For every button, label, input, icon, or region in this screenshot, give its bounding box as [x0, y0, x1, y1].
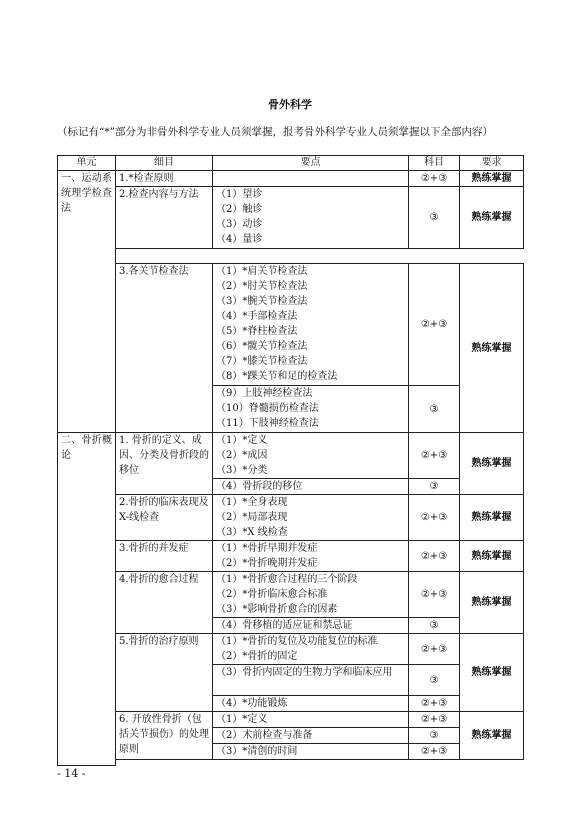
item-cell: 4.骨折的愈合过程: [116, 572, 213, 634]
point-text: （11）下肢神经检查法: [216, 418, 319, 429]
subject-cell: ②+③: [409, 696, 460, 712]
item-cell: 1.*检查原则: [116, 171, 213, 187]
point-text: （1）*肩关节检查法: [216, 266, 308, 277]
requirement-cell: 熟练掌握: [460, 712, 524, 760]
unit-cell: 二、骨折概论: [58, 433, 116, 766]
point-text: （3）*清创的时间: [216, 746, 298, 757]
point-text: （2）触诊: [216, 204, 263, 215]
table-row: [58, 264, 524, 386]
points-cell: [213, 728, 409, 744]
unit-cell: 一、运动系统理学检查法: [58, 171, 116, 433]
spacer-row: [116, 249, 524, 264]
subject-cell: ②+③: [409, 433, 460, 479]
subject-cell: ②+③: [409, 171, 460, 187]
point-text: （2）*局部表现: [216, 512, 288, 523]
table-row: [58, 634, 524, 665]
point-text: （10）脊髓损伤检查法: [216, 403, 319, 414]
point-text: （1）*定义: [216, 435, 268, 446]
point-text: （2）*骨折临床愈合标准: [216, 589, 328, 600]
page-number: - 14 -: [57, 767, 86, 780]
requirement-cell: 熟练掌握: [460, 541, 524, 572]
subject-cell: ②+③: [409, 744, 460, 760]
point-text: （2）*骨折晚期并发症: [216, 558, 318, 569]
subject-cell: ③: [409, 479, 460, 495]
table-row: [58, 187, 524, 249]
point-text: （5）*脊柱检查法: [216, 326, 298, 337]
table-row: [58, 712, 524, 728]
table-row: [58, 249, 524, 264]
item-cell: 1. 骨折的定义、成因、分类及骨折段的移位: [116, 433, 213, 495]
subject-cell: ②+③: [409, 264, 460, 386]
subject-cell: ②+③: [409, 572, 460, 618]
requirement-cell: 熟练掌握: [460, 495, 524, 541]
points-cell: [213, 171, 409, 187]
subject-cell: ③: [409, 618, 460, 634]
point-text: （2）*肘关节检查法: [216, 281, 308, 292]
point-text: （3）动诊: [216, 219, 263, 230]
table-row: [58, 495, 524, 541]
item-cell: 3.各关节检查法: [116, 264, 213, 433]
syllabus-table: [57, 155, 524, 766]
table-row: [58, 572, 524, 618]
points-cell: [213, 618, 409, 634]
point-text: （9）上肢神经检查法: [216, 388, 313, 399]
header-requirement: 要求: [460, 156, 524, 171]
point-text: （1）*骨折的复位及功能复位的标准: [216, 636, 378, 647]
point-text: （1）*骨折早期并发症: [216, 543, 318, 554]
point-text: （3）*影响骨折愈合的因素: [216, 604, 338, 615]
item-cell: 6. 开放性骨折（包括关节损伤）的处理原则: [116, 712, 213, 760]
points-cell: [213, 696, 409, 712]
point-text: （1）*全身表现: [216, 497, 288, 508]
points-cell: [213, 264, 409, 386]
requirement-cell: 熟练掌握: [460, 433, 524, 495]
item-cell: 5.骨折的治疗原则: [116, 634, 213, 712]
points-cell: [213, 433, 409, 479]
point-text: （3）骨折内固定的生物力学和临床应用: [216, 667, 393, 678]
point-text: （6）*髋关节检查法: [216, 341, 308, 352]
table-row: [58, 433, 524, 479]
point-text: （3）*X 线检查: [216, 527, 288, 538]
points-cell: [213, 187, 409, 249]
page-title: 骨外科学: [268, 98, 312, 111]
points-cell: [213, 665, 409, 696]
subject-cell: ②+③: [409, 712, 460, 728]
item-cell: 2.骨折的临床表现及X-线检查: [116, 495, 213, 541]
point-text: （4）量诊: [216, 234, 263, 245]
point-text: （2）术前检查与准备: [216, 730, 313, 741]
spacer-row: [116, 760, 524, 766]
point-text: （3）*腕关节检查法: [216, 296, 308, 307]
subject-cell: ③: [409, 665, 460, 696]
header-subject: 科目: [409, 156, 460, 171]
point-text: （7）*膝关节检查法: [216, 356, 308, 367]
intro-note: （标记有“*”部分为非骨外科学专业人员须掌握，报考骨外科学专业人员须掌握以下全部内容）: [57, 126, 493, 138]
subject-cell: ②+③: [409, 634, 460, 665]
point-text: （1）*定义: [216, 714, 268, 725]
points-cell: [213, 572, 409, 618]
points-cell: [213, 386, 409, 433]
points-cell: [213, 479, 409, 495]
table-row: [58, 541, 524, 572]
requirement-cell: 熟练掌握: [460, 634, 524, 712]
requirement-cell: 熟练掌握: [460, 264, 524, 433]
point-text: （4）骨移植的适应证和禁忌证: [216, 620, 353, 631]
table-header-row: [58, 156, 524, 171]
requirement-cell: 熟练掌握: [460, 187, 524, 249]
subject-cell: ③: [409, 386, 460, 433]
item-cell: 2.检查内容与方法: [116, 187, 213, 249]
subject-cell: ③: [409, 728, 460, 744]
point-text: （1）*骨折愈合过程的三个阶段: [216, 574, 358, 585]
subject-cell: ②+③: [409, 495, 460, 541]
table-row: [58, 171, 524, 187]
points-cell: [213, 541, 409, 572]
point-text: （4）骨折段的移位: [216, 481, 303, 492]
header-item: 细目: [116, 156, 213, 171]
requirement-cell: 熟练掌握: [460, 572, 524, 634]
point-text: （3）*分类: [216, 465, 268, 476]
point-text: （2）*成因: [216, 450, 268, 461]
points-cell: [213, 634, 409, 665]
header-unit: 单元: [58, 156, 116, 171]
point-text: （4）*手部检查法: [216, 311, 298, 322]
points-cell: [213, 495, 409, 541]
header-points: 要点: [213, 156, 409, 171]
subject-cell: ③: [409, 187, 460, 249]
table-row: [58, 760, 524, 766]
point-text: （1）望诊: [216, 189, 263, 200]
subject-cell: ②+③: [409, 541, 460, 572]
points-cell: [213, 744, 409, 760]
point-text: （2）*骨折的固定: [216, 651, 298, 662]
requirement-cell: 熟练掌握: [460, 171, 524, 187]
points-cell: [213, 712, 409, 728]
point-text: （4）*功能锻炼: [216, 698, 288, 709]
point-text: （8）*踝关节和足的检查法: [216, 371, 338, 382]
item-cell: 3.骨折的并发症: [116, 541, 213, 572]
